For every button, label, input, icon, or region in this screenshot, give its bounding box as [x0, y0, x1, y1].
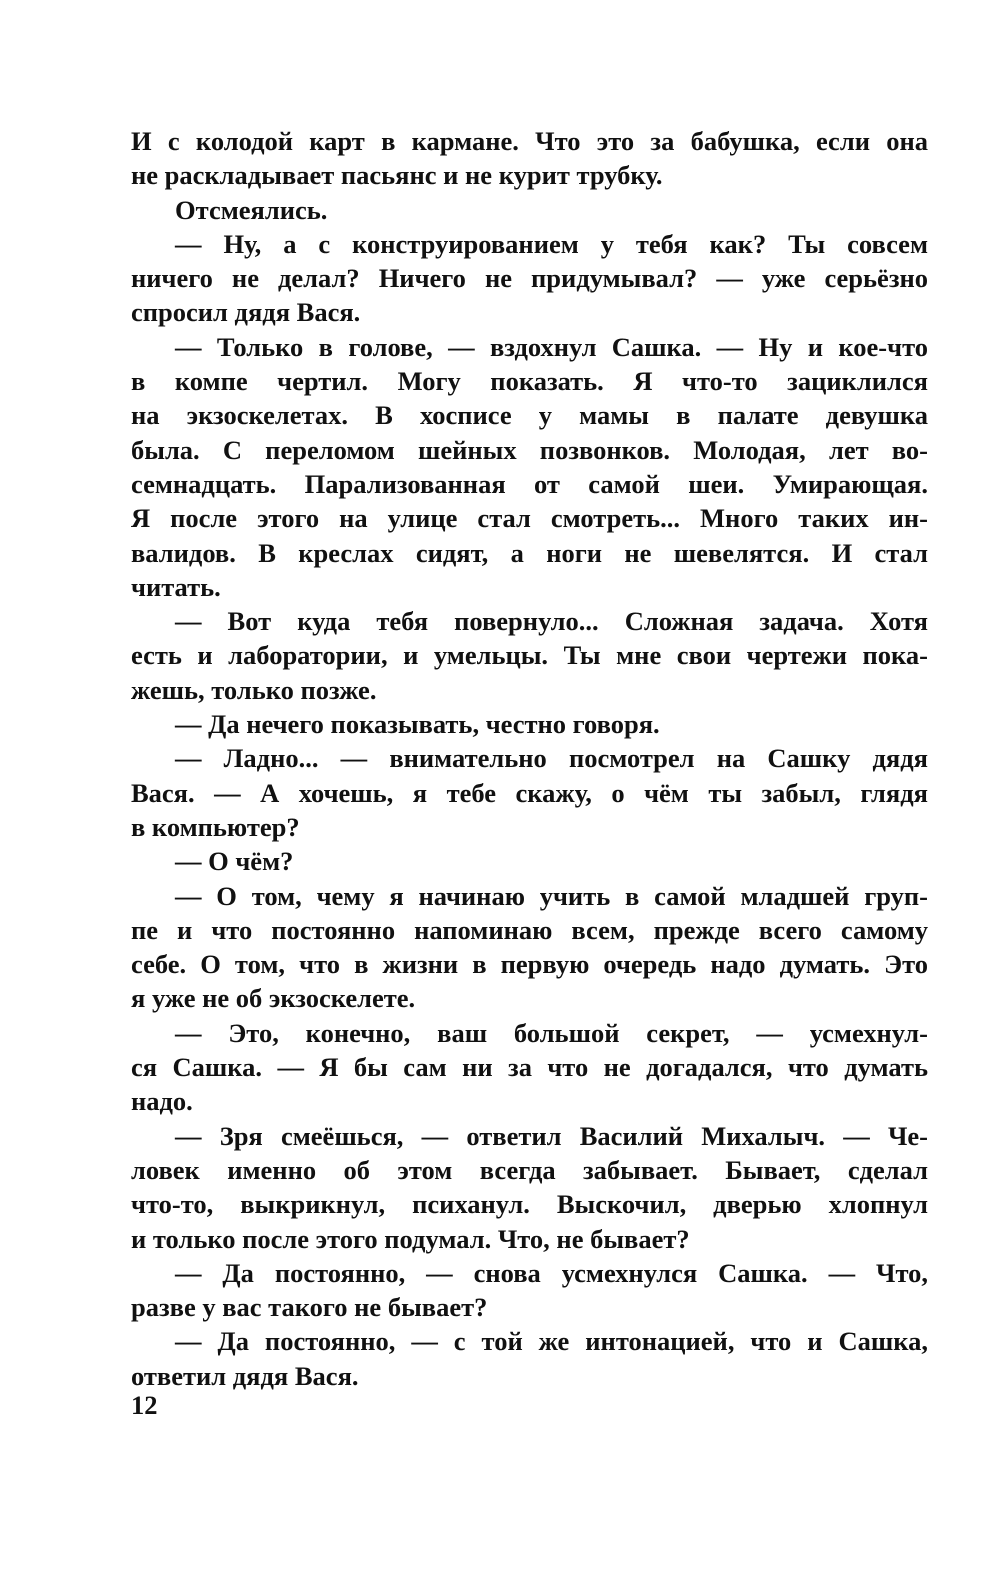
- text-line: валидов. В креслах сидят, а ноги не шевелятся. И стал: [131, 537, 928, 568]
- text-line: жешь, только позже.: [131, 674, 377, 705]
- text-line: Вася. — А хочешь, я тебе скажу, о чём ты забыл, глядя: [131, 777, 928, 808]
- text-line: — Только в голове, — вздохнул Сашка. — Ну и кое-что: [175, 331, 928, 362]
- text-line: — Это, конечно, ваш большой секрет, — усмехнул-: [175, 1017, 928, 1048]
- text-line: себе. О том, что в жизни в первую очередь надо думать. Это: [131, 949, 928, 980]
- text-line: что-то, выкрикнул, психанул. Выскочил, дверью хлопнул: [131, 1189, 928, 1220]
- text-line: И с колодой карт в кармане. Что это за бабушка, если она: [131, 126, 928, 156]
- text-line: — Да постоянно, — снова усмехнулся Сашка. — Что,: [175, 1257, 928, 1288]
- body-text: [131, 124, 928, 1393]
- text-line: — Ладно... — внимательно посмотрел на Сашку дядя: [175, 743, 928, 774]
- text-line: — Да постоянно, — с той же интонацией, что и Сашка,: [175, 1326, 928, 1357]
- text-line: есть и лаборатории, и умельцы. Ты мне свои чертежи пока-: [131, 640, 928, 671]
- text-line: — Зря смеёшься, — ответил Василий Михалыч. — Че-: [175, 1120, 928, 1151]
- text-line: надо.: [131, 1086, 193, 1117]
- text-line: пе и что постоянно напоминаю всем, прежде всего самому: [131, 914, 928, 945]
- text-line: разве у вас такого не бывает?: [131, 1292, 488, 1323]
- text-line: в компьютер?: [131, 811, 300, 842]
- text-line: ся Сашка. — Я бы сам ни за что не догадался, что думать: [131, 1052, 928, 1083]
- text-line: на экзоскелетах. В хосписе у мамы в палате девушка: [131, 400, 928, 431]
- text-line: — О чём?: [175, 846, 294, 877]
- text-line: не раскладывает пасьянс и не курит трубку.: [131, 160, 663, 191]
- text-line: Я после этого на улице стал смотреть... Много таких ин-: [131, 503, 928, 534]
- text-line: я уже не об экзоскелете.: [131, 983, 416, 1014]
- text-line: — Да нечего показывать, честно говоря.: [175, 709, 660, 740]
- text-line: — Ну, а с конструированием у тебя как? Ты совсем: [175, 228, 928, 259]
- page-number: 12: [131, 1390, 158, 1420]
- text-line: в компе чертил. Могу показать. Я что-то зациклился: [131, 366, 928, 397]
- text-line: читать.: [131, 571, 221, 602]
- text-line: — Вот куда тебя повернуло... Сложная задача. Хотя: [175, 606, 928, 637]
- text-line: была. С переломом шейных позвонков. Молодая, лет во-: [131, 434, 928, 465]
- text-line: Отсмеялись.: [175, 194, 328, 225]
- text-line: спросил дядя Вася.: [131, 297, 361, 328]
- text-line: и только после этого подумал. Что, не бывает?: [131, 1223, 690, 1254]
- text-line: ничего не делал? Ничего не придумывал? — уже серьёзно: [131, 263, 928, 294]
- text-line: семнадцать. Парализованная от самой шеи. Умирающая.: [131, 468, 928, 499]
- text-line: — О том, чему я начинаю учить в самой младшей груп-: [175, 880, 928, 911]
- text-line: ловек именно об этом всегда забывает. Бывает, сделал: [131, 1154, 928, 1185]
- text-line: ответил дядя Вася.: [131, 1360, 359, 1391]
